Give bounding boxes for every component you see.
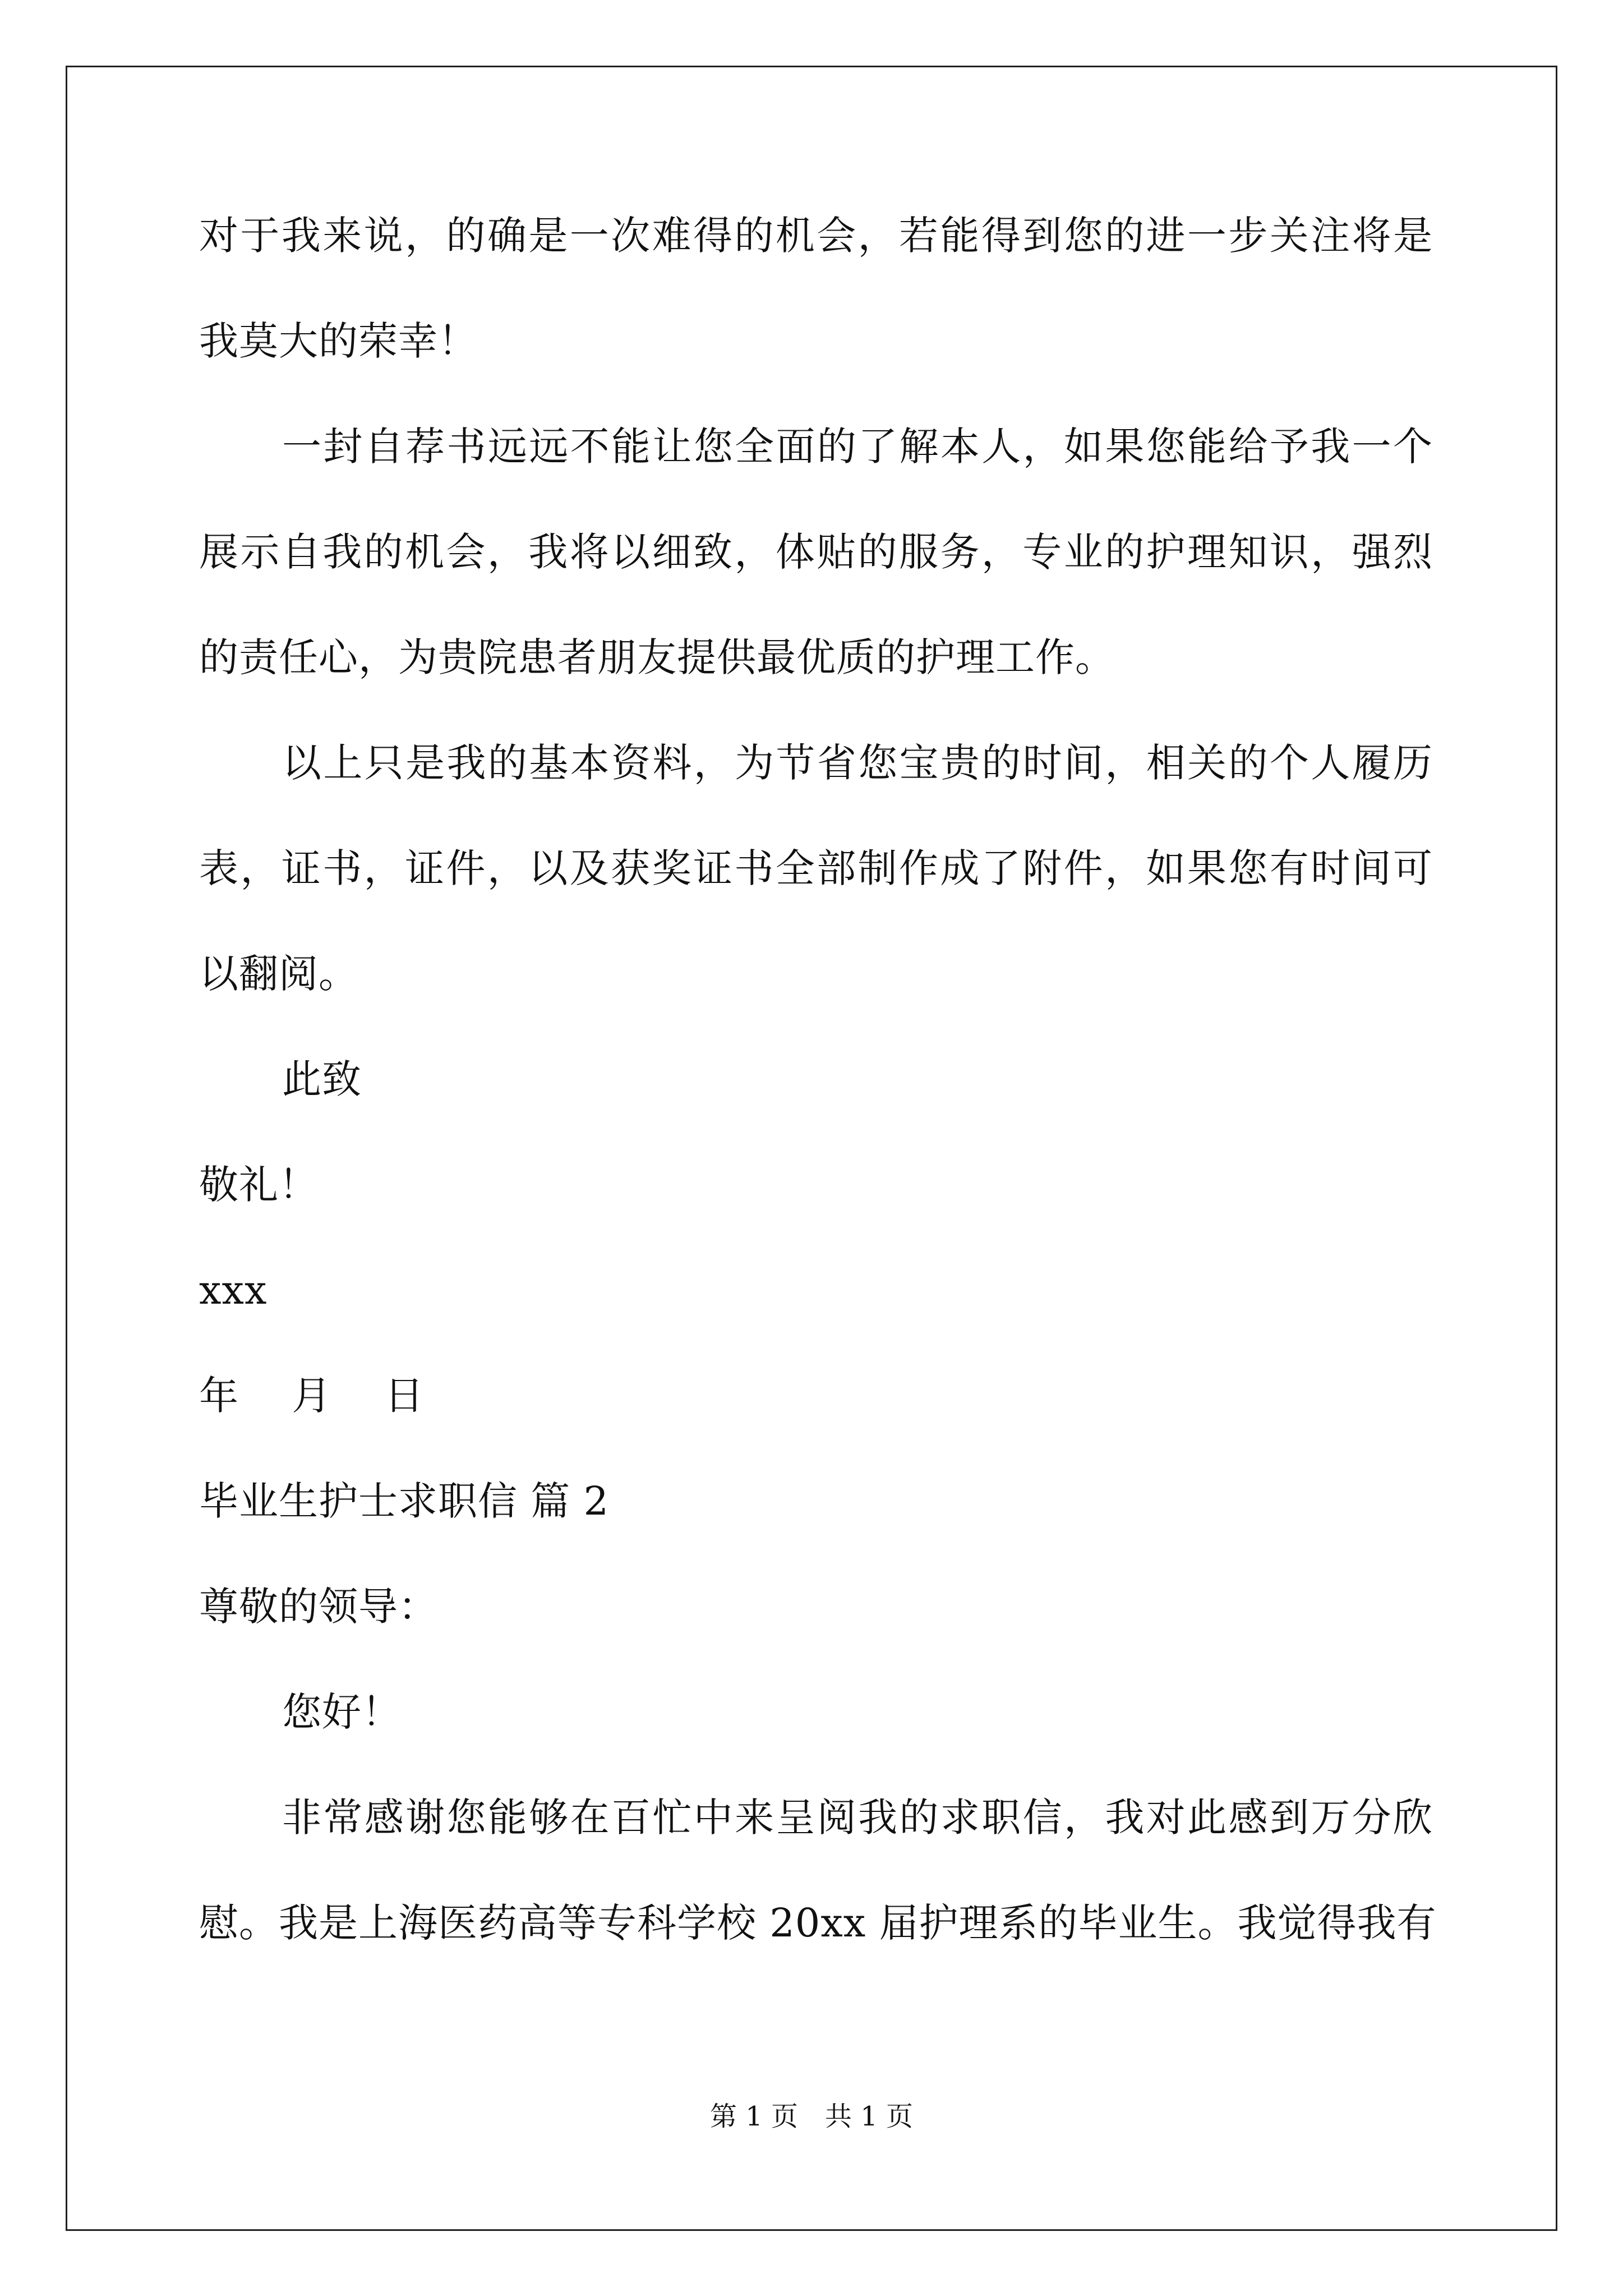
paragraph-line: 展示自我的机会，我将以细致，体贴的服务，专业的护理知识，强烈 <box>199 529 1433 575</box>
closing-line: 此致 <box>282 1056 362 1102</box>
greeting-line: 您好！ <box>282 1689 402 1735</box>
date-line: 年 月 日 <box>199 1373 425 1419</box>
signature-name: xxx <box>199 1267 268 1313</box>
greeting-line: 尊敬的领导： <box>199 1584 438 1630</box>
paragraph-line: 慰。我是上海医药高等专科学校 20xx 届护理系的毕业生。我觉得我有 <box>199 1900 1437 1946</box>
paragraph-line: 以上只是我的基本资料，为节省您宝贵的时间，相关的个人履历 <box>282 740 1433 786</box>
page-footer: 第 1 页 共 1 页 <box>709 2101 914 2132</box>
salutation-line: 敬礼！ <box>199 1162 319 1208</box>
paragraph-line: 非常感谢您能够在百忙中来呈阅我的求职信，我对此感到万分欣 <box>282 1795 1433 1841</box>
paragraph-line: 一封自荐书远远不能让您全面的了解本人，如果您能给予我一个 <box>282 424 1433 470</box>
paragraph-line: 表，证书，证件，以及获奖证书全部制作成了附件，如果您有时间可 <box>199 845 1433 891</box>
paragraph-line: 我莫大的荣幸！ <box>199 318 478 364</box>
paragraph-line: 对于我来说，的确是一次难得的机会，若能得到您的进一步关注将是 <box>199 213 1433 259</box>
section-heading: 毕业生护士求职信 篇 2 <box>199 1478 610 1524</box>
paragraph-line: 的责任心，为贵院患者朋友提供最优质的护理工作。 <box>199 634 1115 680</box>
paragraph-line: 以翻阅。 <box>199 951 358 997</box>
